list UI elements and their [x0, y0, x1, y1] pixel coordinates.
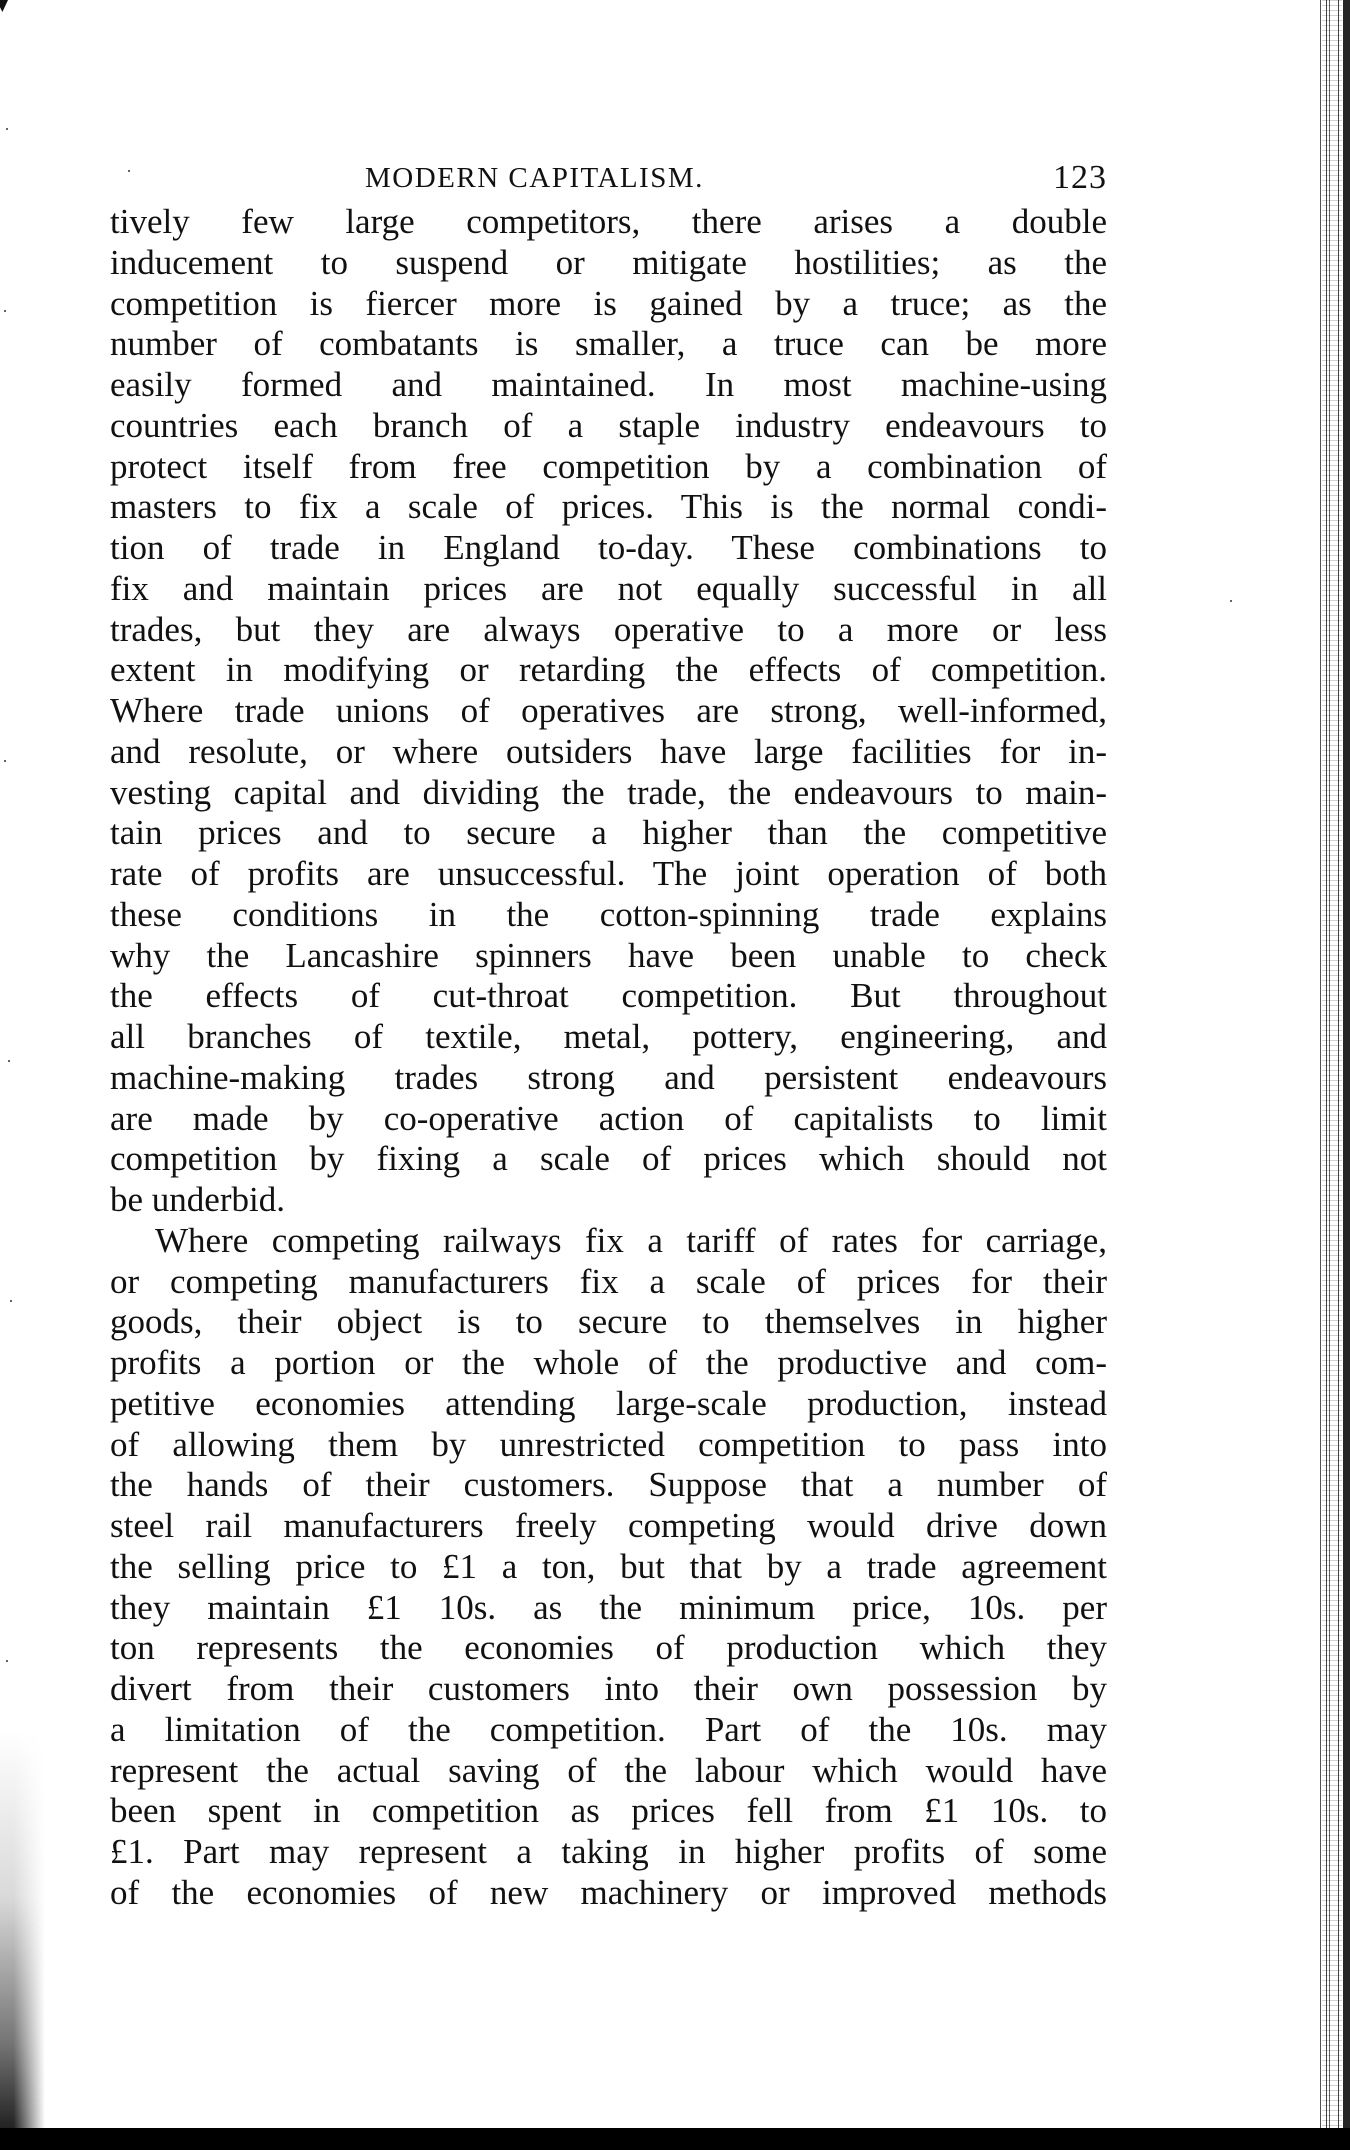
text-line: are made by co-operative action of capitalists to limit [110, 1098, 1107, 1138]
text-line: why the Lancashire spinners have been unable to check [110, 935, 1107, 975]
text-line: countries each branch of a staple industry endeavours to [110, 405, 1107, 445]
scan-dust [10, 1300, 12, 1302]
scan-dust [4, 310, 6, 312]
text-line: Where trade unions of operatives are strong, well-informed, [110, 691, 1107, 730]
text-line: they maintain £1 10s. as the minimum price, 10s. per [110, 1587, 1107, 1627]
text-line: be underbid. [110, 1180, 285, 1219]
text-line: goods, their object is to secure to themselves in higher [110, 1302, 1107, 1342]
scan-dust [6, 128, 8, 130]
text-line: Where competing railways fix a tariff of rates for carriage, [155, 1220, 1107, 1260]
scan-shadow [0, 1730, 45, 2150]
scan-dust [4, 760, 6, 762]
text-line: steel rail manufacturers freely competing would drive down [110, 1506, 1107, 1545]
text-line: of the economies of new machinery or improved methods [110, 1872, 1107, 1912]
text-line: tain prices and to secure a higher than the competitive [110, 813, 1107, 853]
text-line: a limitation of the competition. Part of the 10s. may [110, 1709, 1107, 1749]
text-line: ton represents the economies of production which they [110, 1628, 1107, 1668]
text-line: machine-making trades strong and persistent endeavours [110, 1057, 1107, 1097]
scan-bottom-border [0, 2128, 1350, 2150]
scan-dust [6, 1660, 8, 1662]
scan-dust [1230, 600, 1232, 602]
text-line: rate of profits are unsuccessful. The joint operation of both [110, 854, 1107, 893]
text-line: profits a portion or the whole of the productive and com- [110, 1343, 1107, 1382]
text-line: competition is fiercer more is gained by a truce; as the [110, 283, 1107, 323]
text-line: trades, but they are always operative to a more or less [110, 609, 1107, 649]
scan-dust [128, 170, 130, 172]
text-line: the selling price to £1 a ton, but that by a trade agreement [110, 1546, 1107, 1586]
text-line: £1. Part may represent a taking in higher profits of some [110, 1832, 1107, 1871]
text-line: tion of trade in England to-day. These combinations to [110, 528, 1107, 567]
text-line: easily formed and maintained. In most machine-using [110, 365, 1107, 404]
running-title: MODERN CAPITALISM. [365, 162, 704, 194]
text-line: inducement to suspend or mitigate hostilities; as the [110, 242, 1107, 282]
text-line: petitive economies attending large-scale production, instead [110, 1383, 1107, 1423]
text-line: number of combatants is smaller, a truce can be more [110, 324, 1107, 364]
paragraph-1 [110, 202, 1107, 1221]
text-line: tively few large competitors, there arises a double [110, 202, 1107, 241]
scan-dust [8, 1060, 10, 1062]
text-line: the hands of their customers. Suppose that a number of [110, 1465, 1107, 1505]
text-line: vesting capital and dividing the trade, the endeavours to main- [110, 772, 1107, 812]
text-line: of allowing them by unrestricted competition to pass into [110, 1424, 1107, 1464]
running-header [110, 158, 1107, 198]
paragraph-2 [110, 1221, 1107, 1914]
page-number: 123 [1053, 159, 1107, 196]
text-line: protect itself from free competition by a combination of [110, 446, 1107, 486]
page-edge-speckle [1322, 0, 1342, 2150]
text-line: or competing manufacturers fix a scale of prices for their [110, 1261, 1107, 1301]
text-line: masters to fix a scale of prices. This is the normal condi- [110, 487, 1107, 527]
text-line: and resolute, or where outsiders have large facilities for in- [110, 731, 1107, 771]
text-line: the effects of cut-throat competition. But throughout [110, 976, 1107, 1016]
text-line: these conditions in the cotton-spinning trade explains [110, 894, 1107, 934]
text-line: extent in modifying or retarding the effects of competition. [110, 650, 1107, 690]
text-line: all branches of textile, metal, pottery, engineering, and [110, 1017, 1107, 1056]
body-text [110, 202, 1107, 1914]
text-line: been spent in competition as prices fell from £1 10s. to [110, 1791, 1107, 1831]
text-line: divert from their customers into their own possession by [110, 1669, 1107, 1708]
text-line: fix and maintain prices are not equally successful in all [110, 568, 1107, 608]
text-line: competition by fixing a scale of prices which should not [110, 1139, 1107, 1179]
scan-corner-mark [0, 0, 8, 12]
text-line: represent the actual saving of the labour which would have [110, 1750, 1107, 1790]
